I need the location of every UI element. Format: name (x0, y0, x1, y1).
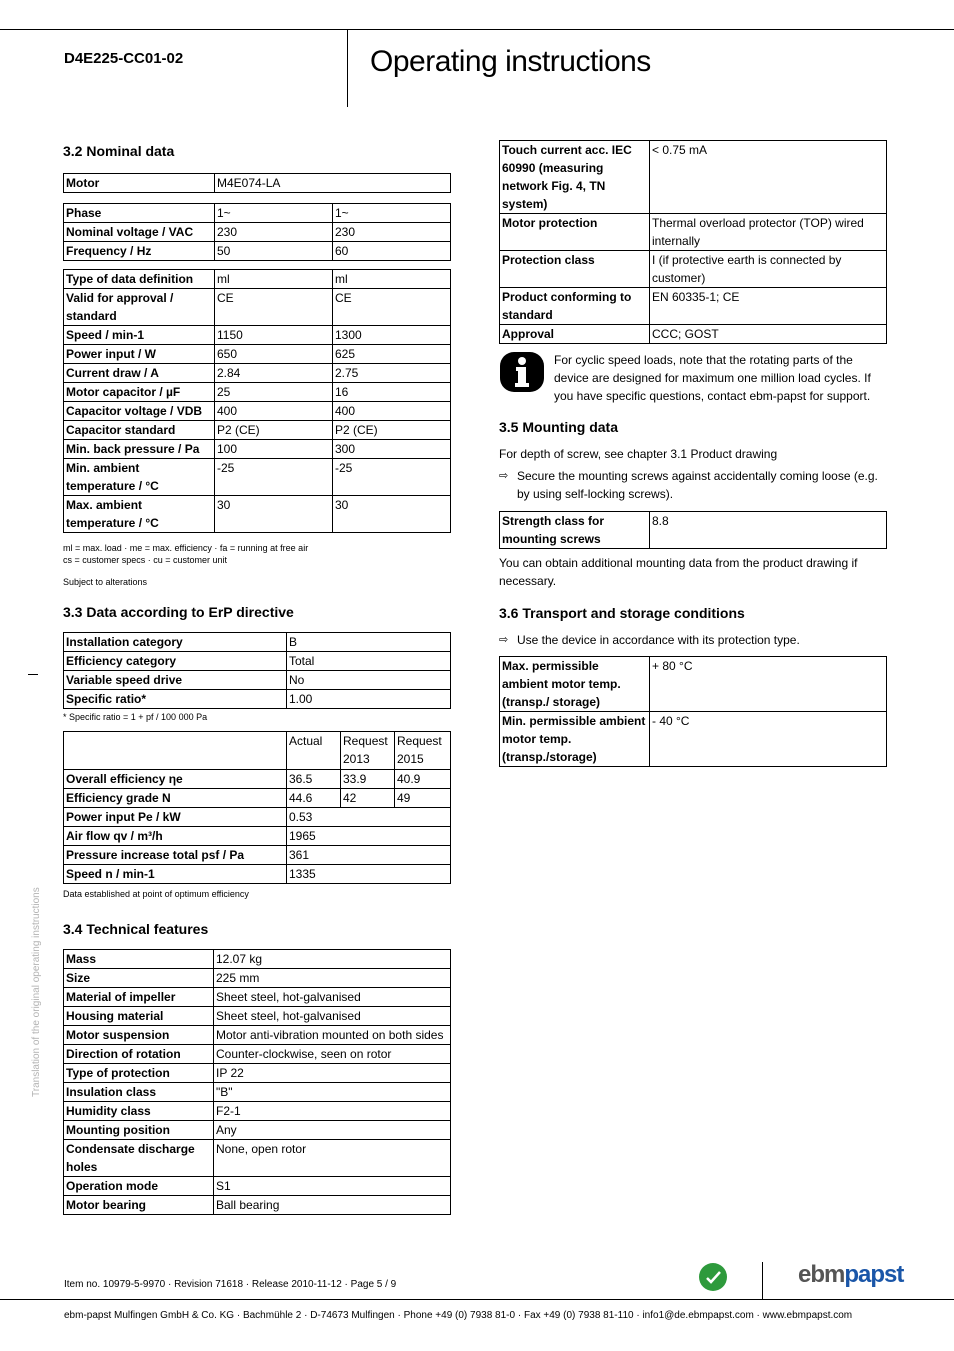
value-50hz: 50 (215, 242, 333, 261)
motor-table (63, 173, 451, 193)
value-60hz: 30 (333, 496, 451, 533)
value-60hz: 230 (333, 223, 451, 242)
info-text: For cyclic speed loads, note that the rotating parts of the device are designed for maximum one million load cycles. If you have specific questions, contact ebm-papst for support. (554, 353, 871, 403)
table-row (64, 969, 451, 988)
table-row (500, 214, 887, 251)
footer-address: ebm-papst Mulfingen GmbH & Co. KG · Bachmühle 2 · D-74673 Mulfingen · Phone +49 (0) 7938 81-0 · Fax +49 (0) 7938 81-110 · info1@de.ebmpapst.com · www.ebmpapst.com (64, 1310, 853, 1321)
value-50hz: 1150 (215, 326, 333, 345)
row-label: Efficiency grade N (64, 789, 287, 808)
arrow-icon: ⇨ (499, 634, 509, 646)
row-label: Power input Pe / kW (64, 808, 287, 827)
table-row (64, 808, 451, 827)
row-label: Housing material (64, 1007, 214, 1026)
table-row (64, 770, 451, 789)
row-label: Overall efficiency ηe (64, 770, 287, 789)
transport-bullet (499, 631, 887, 649)
translation-note: Translation of the original operating instructions (31, 887, 42, 1097)
value-actual: 36.5 (287, 770, 341, 789)
table-row (64, 383, 451, 402)
row-value: Motor anti-vibration mounted on both sides (214, 1026, 451, 1045)
row-label: Operation mode (64, 1177, 214, 1196)
table-row (64, 1102, 451, 1121)
row-value: 1965 (287, 827, 451, 846)
doc-code: D4E225-CC01-02 (64, 50, 184, 67)
abbrev-line-2: cs = customer specs · cu = customer unit (63, 555, 228, 565)
value-50hz: CE (215, 289, 333, 326)
mounting-bullet-text: Secure the mounting screws against accidentally coming loose (e.g. by using self-locking screws). (517, 469, 878, 501)
row-value: Thermal overload protector (TOP) wired internally (650, 214, 887, 251)
row-label: Valid for approval / standard (64, 289, 215, 326)
table-row (64, 1083, 451, 1102)
erp-section (63, 604, 451, 900)
strength-table (499, 511, 887, 549)
optimum-note: Data established at point of optimum efficiency (63, 889, 249, 899)
technical-heading: 3.4 Technical features (63, 921, 209, 937)
row-label: Approval (500, 325, 650, 344)
margin-mark (28, 674, 38, 675)
row-label: Speed / min-1 (64, 326, 215, 345)
value-request-2013: 33.9 (341, 770, 395, 789)
row-value: "B" (214, 1083, 451, 1102)
table-row (64, 690, 451, 709)
table-row (64, 950, 451, 969)
row-value: + 80 °C (650, 657, 887, 712)
table-row (64, 732, 451, 770)
row-label: Insulation class (64, 1083, 214, 1102)
table-row (64, 496, 451, 533)
table-row (500, 141, 887, 214)
row-label: Protection class (500, 251, 650, 288)
row-label: Direction of rotation (64, 1045, 214, 1064)
row-label: Phase (64, 204, 215, 223)
row-value: - 40 °C (650, 712, 887, 767)
table-row (64, 1177, 451, 1196)
row-label: Installation category (64, 633, 287, 652)
row-value: I (if protective earth is connected by customer) (650, 251, 887, 288)
table-row (500, 251, 887, 288)
table-row (64, 865, 451, 884)
row-label: Variable speed drive (64, 671, 287, 690)
row-label: Power input / W (64, 345, 215, 364)
table-row (64, 633, 451, 652)
header-request-2015: Request 2015 (395, 732, 451, 770)
row-value: 12.07 kg (214, 950, 451, 969)
table-row (64, 421, 451, 440)
row-label: Max. ambient temperature / °C (64, 496, 215, 533)
header-actual: Actual (287, 732, 341, 770)
row-label: Nominal voltage / VAC (64, 223, 215, 242)
row-value: Counter-clockwise, seen on rotor (214, 1045, 451, 1064)
mounting-section (499, 419, 887, 590)
value-60hz: CE (333, 289, 451, 326)
row-value: CCC; GOST (650, 325, 887, 344)
row-value: None, open rotor (214, 1140, 451, 1177)
info-icon (499, 351, 545, 393)
row-label: Product conforming to standard (500, 288, 650, 325)
table-row (64, 827, 451, 846)
value-60hz: 400 (333, 402, 451, 421)
transport-table (499, 656, 887, 767)
row-value: No (287, 671, 451, 690)
value-request-2015: 49 (395, 789, 451, 808)
table-row (64, 289, 451, 326)
transport-section (499, 605, 887, 767)
row-value: 0.53 (287, 808, 451, 827)
table-row (64, 326, 451, 345)
table-row (64, 652, 451, 671)
row-value: Sheet steel, hot-galvanised (214, 988, 451, 1007)
row-value: Total (287, 652, 451, 671)
row-value: F2-1 (214, 1102, 451, 1121)
row-value: IP 22 (214, 1064, 451, 1083)
mounting-heading: 3.5 Mounting data (499, 419, 618, 435)
value-50hz: 2.84 (215, 364, 333, 383)
table-row (500, 512, 887, 549)
abbrev-line-1: ml = max. load · me = max. efficiency · fa = running at free air (63, 543, 309, 553)
value-50hz: 230 (215, 223, 333, 242)
value-60hz: 2.75 (333, 364, 451, 383)
row-label: Type of protection (64, 1064, 214, 1083)
value-request-2015: 40.9 (395, 770, 451, 789)
technical-table-continued (499, 140, 887, 344)
row-value: < 0.75 mA (650, 141, 887, 214)
value-50hz: -25 (215, 459, 333, 496)
header-rule (0, 29, 954, 30)
nominal-data-heading: 3.2 Nominal data (63, 143, 175, 159)
table-row (64, 1045, 451, 1064)
row-label: Pressure increase total psf / Pa (64, 846, 287, 865)
row-value: S1 (214, 1177, 451, 1196)
table-row (64, 174, 451, 193)
logo-divider (762, 1262, 763, 1300)
transport-bullet-text: Use the device in accordance with its protection type. (517, 633, 800, 647)
row-label: Capacitor standard (64, 421, 215, 440)
arrow-icon: ⇨ (499, 470, 509, 482)
row-label: Motor bearing (64, 1196, 214, 1215)
table-row (64, 364, 451, 383)
table-row (64, 270, 451, 289)
table-row (64, 223, 451, 242)
efficiency-table (63, 731, 451, 884)
value-60hz: 300 (333, 440, 451, 459)
right-column (499, 140, 887, 767)
table-row (64, 402, 451, 421)
value-50hz: 25 (215, 383, 333, 402)
row-label: Frequency / Hz (64, 242, 215, 261)
table-row (64, 345, 451, 364)
table-row (64, 1140, 451, 1177)
green-tech-badge-icon (698, 1262, 728, 1292)
transport-heading: 3.6 Transport and storage conditions (499, 605, 745, 621)
row-label: Max. permissible ambient motor temp. (transp./ storage) (500, 657, 650, 712)
row-label: Specific ratio* (64, 690, 287, 709)
row-value: B (287, 633, 451, 652)
item-line: Item no. 10979-5-9970 · Revision 71618 · Release 2010-11-12 · Page 5 / 9 (64, 1279, 397, 1290)
mounting-bullet (499, 467, 887, 503)
table-row (64, 1064, 451, 1083)
value-50hz: 400 (215, 402, 333, 421)
row-label: Touch current acc. IEC 60990 (measuring network Fig. 4, TN system) (500, 141, 650, 214)
left-column (63, 143, 451, 1215)
erp-heading: 3.3 Data according to ErP directive (63, 604, 294, 620)
row-value: 361 (287, 846, 451, 865)
row-label: Mounting position (64, 1121, 214, 1140)
value-50hz: ml (215, 270, 333, 289)
abbrev-note (63, 542, 451, 566)
ebmpapst-logo: ebmpapst (798, 1261, 904, 1288)
row-label: Motor protection (500, 214, 650, 251)
header-request-2013: Request 2013 (341, 732, 395, 770)
footer-rule (0, 1299, 954, 1300)
value-60hz: 60 (333, 242, 451, 261)
row-label: Efficiency category (64, 652, 287, 671)
nominal-group2-table (63, 269, 451, 533)
row-value: EN 60335-1; CE (650, 288, 887, 325)
table-row (64, 988, 451, 1007)
value-50hz: 650 (215, 345, 333, 364)
table-row (64, 789, 451, 808)
specific-ratio-note: * Specific ratio = 1 + pf / 100 000 Pa (63, 712, 208, 722)
value-60hz: ml (333, 270, 451, 289)
table-row (64, 204, 451, 223)
row-value: 1335 (287, 865, 451, 884)
table-row (64, 1196, 451, 1215)
value-60hz: -25 (333, 459, 451, 496)
row-label: Min. back pressure / Pa (64, 440, 215, 459)
table-row (64, 1121, 451, 1140)
alterations-note: Subject to alterations (63, 577, 148, 587)
info-box (499, 351, 887, 405)
table-row (64, 242, 451, 261)
row-label: Current draw / A (64, 364, 215, 383)
row-label: Humidity class (64, 1102, 214, 1121)
value-actual: 44.6 (287, 789, 341, 808)
table-row (64, 671, 451, 690)
table-row (500, 288, 887, 325)
table-row (500, 712, 887, 767)
row-label: Condensate discharge holes (64, 1140, 214, 1177)
motor-value: M4E074-LA (215, 174, 451, 193)
table-row (500, 657, 887, 712)
strength-label: Strength class for mounting screws (500, 512, 650, 549)
row-label: Type of data definition (64, 270, 215, 289)
table-row (64, 846, 451, 865)
strength-value: 8.8 (650, 512, 887, 549)
row-label: Size (64, 969, 214, 988)
row-label: Min. permissible ambient motor temp. (transp./storage) (500, 712, 650, 767)
value-request-2013: 42 (341, 789, 395, 808)
value-60hz: 625 (333, 345, 451, 364)
row-value: Any (214, 1121, 451, 1140)
table-row (64, 1007, 451, 1026)
row-label: Material of impeller (64, 988, 214, 1007)
motor-label: Motor (64, 174, 215, 193)
mounting-more: You can obtain additional mounting data from the product drawing if necessary. (499, 556, 858, 588)
row-label: Air flow qv / m³/h (64, 827, 287, 846)
value-50hz: P2 (CE) (215, 421, 333, 440)
value-60hz: P2 (CE) (333, 421, 451, 440)
table-row (64, 459, 451, 496)
table-row (64, 1026, 451, 1045)
mounting-intro: For depth of screw, see chapter 3.1 Product drawing (499, 447, 778, 461)
table-row (64, 440, 451, 459)
value-50hz: 1~ (215, 204, 333, 223)
row-label: Speed n / min-1 (64, 865, 287, 884)
row-label: Min. ambient temperature / °C (64, 459, 215, 496)
technical-table (63, 949, 451, 1215)
value-50hz: 30 (215, 496, 333, 533)
row-value: Ball bearing (214, 1196, 451, 1215)
row-label: Capacitor voltage / VDB (64, 402, 215, 421)
row-label: Motor capacitor / µF (64, 383, 215, 402)
row-label: Motor suspension (64, 1026, 214, 1045)
erp-table (63, 632, 451, 709)
value-60hz: 1~ (333, 204, 451, 223)
row-value: 1.00 (287, 690, 451, 709)
row-label: Mass (64, 950, 214, 969)
table-row (500, 325, 887, 344)
value-50hz: 100 (215, 440, 333, 459)
value-60hz: 1300 (333, 326, 451, 345)
blank-header-cell (64, 732, 287, 770)
page-title: Operating instructions (370, 45, 651, 78)
value-60hz: 16 (333, 383, 451, 402)
header-divider (347, 30, 348, 107)
technical-section (63, 921, 451, 1215)
nominal-group1-table (63, 203, 451, 261)
row-value: Sheet steel, hot-galvanised (214, 1007, 451, 1026)
row-value: 225 mm (214, 969, 451, 988)
